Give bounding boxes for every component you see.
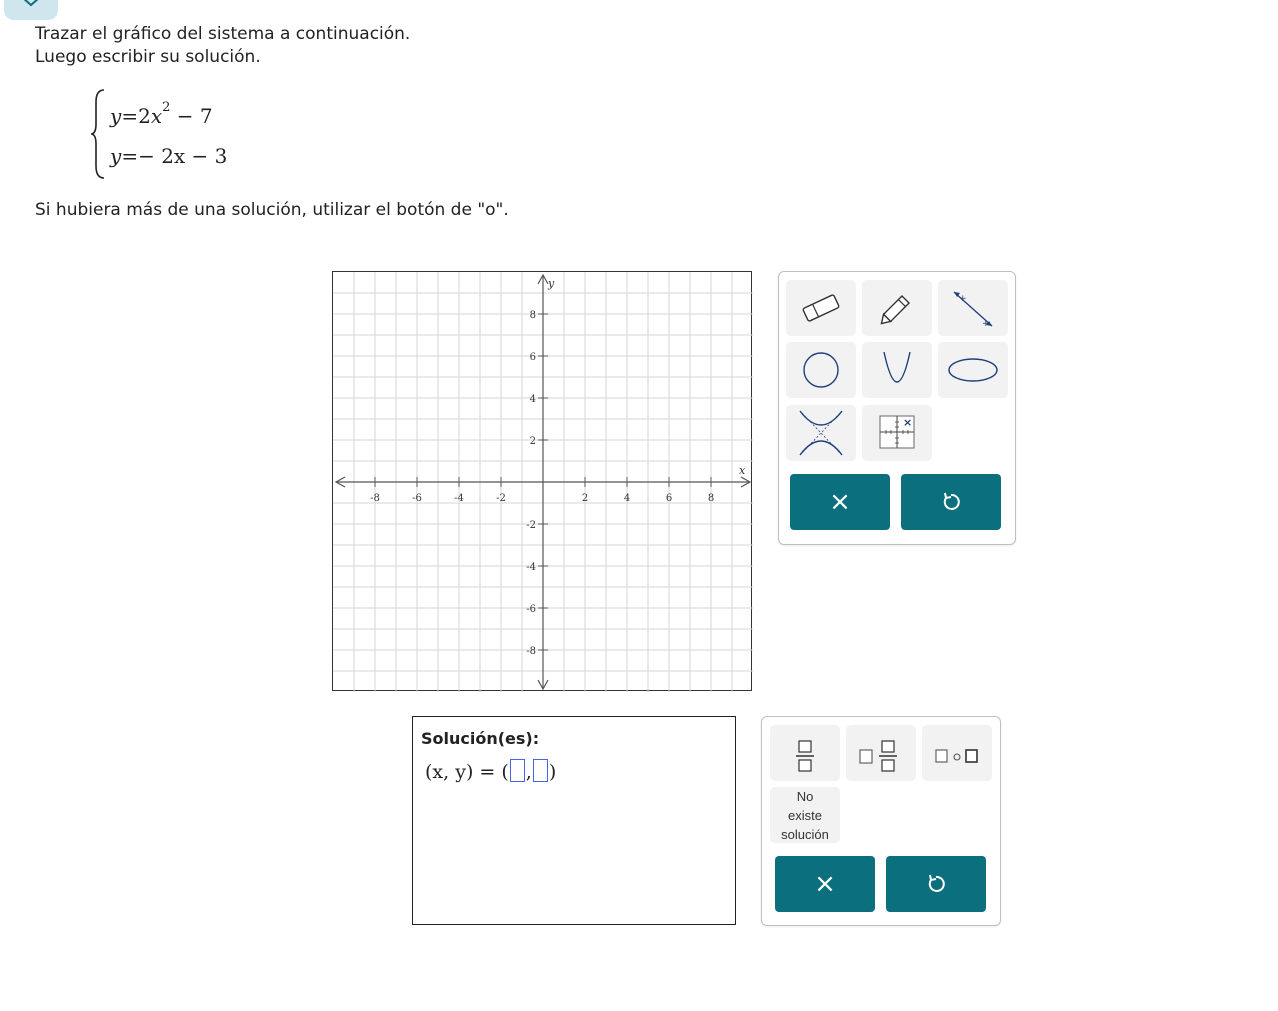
svg-text:×: × xyxy=(903,416,913,429)
y-tick-label: -4 xyxy=(526,562,536,573)
drawing-tools-panel xyxy=(778,271,1016,545)
y-tick-label: -8 xyxy=(526,646,536,657)
no-solution-button[interactable]: No existe solución xyxy=(770,787,840,843)
graph-canvas[interactable] xyxy=(333,272,753,692)
line-icon xyxy=(938,280,1008,336)
undo-icon xyxy=(926,874,946,894)
parabola-tool[interactable] xyxy=(862,342,932,398)
y-tick-label: -6 xyxy=(526,604,536,615)
mixed-number-icon xyxy=(846,725,916,781)
circle-tool[interactable] xyxy=(786,342,856,398)
y-tick-label: 2 xyxy=(529,436,536,447)
x-tick-label: 8 xyxy=(707,493,715,504)
equation-1: $y=2x^2 - 7$ xyxy=(110,100,213,128)
y-tick-label: 4 xyxy=(529,394,536,405)
pencil-icon xyxy=(862,280,932,336)
solution-y-input[interactable] xyxy=(533,759,548,782)
svg-text:+: + xyxy=(959,294,967,304)
eraser-icon xyxy=(786,280,856,336)
instruction-hint: Si hubiera más de una solución, utilizar el botón de "o". xyxy=(35,200,509,220)
clear-answer-button[interactable]: × xyxy=(775,856,875,912)
y-tick-label: 6 xyxy=(529,352,536,363)
undo-answer-button[interactable] xyxy=(886,856,986,912)
solution-close-paren: ) xyxy=(548,761,557,783)
solution-expression xyxy=(425,759,556,783)
x-axis-label: x xyxy=(739,464,746,477)
solution-label: Solución(es): xyxy=(421,729,540,748)
equation-system xyxy=(90,88,250,180)
collapse-tab[interactable] xyxy=(4,0,58,20)
x-tick-label: 2 xyxy=(581,493,589,504)
or-key[interactable] xyxy=(922,725,992,781)
brace-icon xyxy=(90,88,108,180)
y-tick-label: -2 xyxy=(526,520,536,531)
eraser-tool[interactable] xyxy=(786,280,856,336)
solution-open-paren: ( xyxy=(501,761,509,783)
mixed-number-key[interactable] xyxy=(846,725,916,781)
x-tick-label: -6 xyxy=(412,493,422,504)
pencil-tool[interactable] xyxy=(862,280,932,336)
or-icon xyxy=(922,725,992,781)
y-tick-label: 8 xyxy=(529,310,536,321)
chevron-down-icon xyxy=(21,0,41,8)
ellipse-icon xyxy=(938,342,1008,398)
undo-icon xyxy=(941,492,961,512)
solution-x-input[interactable] xyxy=(510,759,525,782)
line-tool[interactable] xyxy=(938,280,1008,336)
x-tick-label: -2 xyxy=(496,493,506,504)
solution-lhs: (x, y) xyxy=(425,761,474,783)
fraction-icon xyxy=(770,725,840,781)
coordinate-graph[interactable] xyxy=(332,271,752,691)
y-axis-label: y xyxy=(548,277,555,290)
point-icon xyxy=(862,405,932,461)
parabola-icon xyxy=(862,342,932,398)
point-tool[interactable] xyxy=(862,405,932,461)
instruction-line-2: Luego escribir su solución. xyxy=(35,47,261,67)
hyperbola-tool[interactable] xyxy=(786,405,856,461)
svg-text:+: + xyxy=(982,319,990,329)
solution-equals: = xyxy=(479,761,496,783)
equation-2: y=− 2x − 3 xyxy=(110,144,228,168)
x-tick-label: -8 xyxy=(370,493,380,504)
circle-icon xyxy=(786,342,856,398)
x-tick-label: 4 xyxy=(623,493,631,504)
x-tick-label: -4 xyxy=(454,493,464,504)
ellipse-tool[interactable] xyxy=(938,342,1008,398)
hyperbola-icon xyxy=(786,405,856,461)
x-tick-label: 6 xyxy=(665,493,673,504)
math-keypad xyxy=(761,716,1001,926)
instruction-line-1: Trazar el gráfico del sistema a continuación. xyxy=(35,24,411,44)
solution-comma: , xyxy=(525,761,532,783)
undo-graph-button[interactable] xyxy=(901,474,1001,530)
clear-graph-button[interactable]: × xyxy=(790,474,890,530)
fraction-key[interactable] xyxy=(770,725,840,781)
solution-box xyxy=(412,716,736,925)
